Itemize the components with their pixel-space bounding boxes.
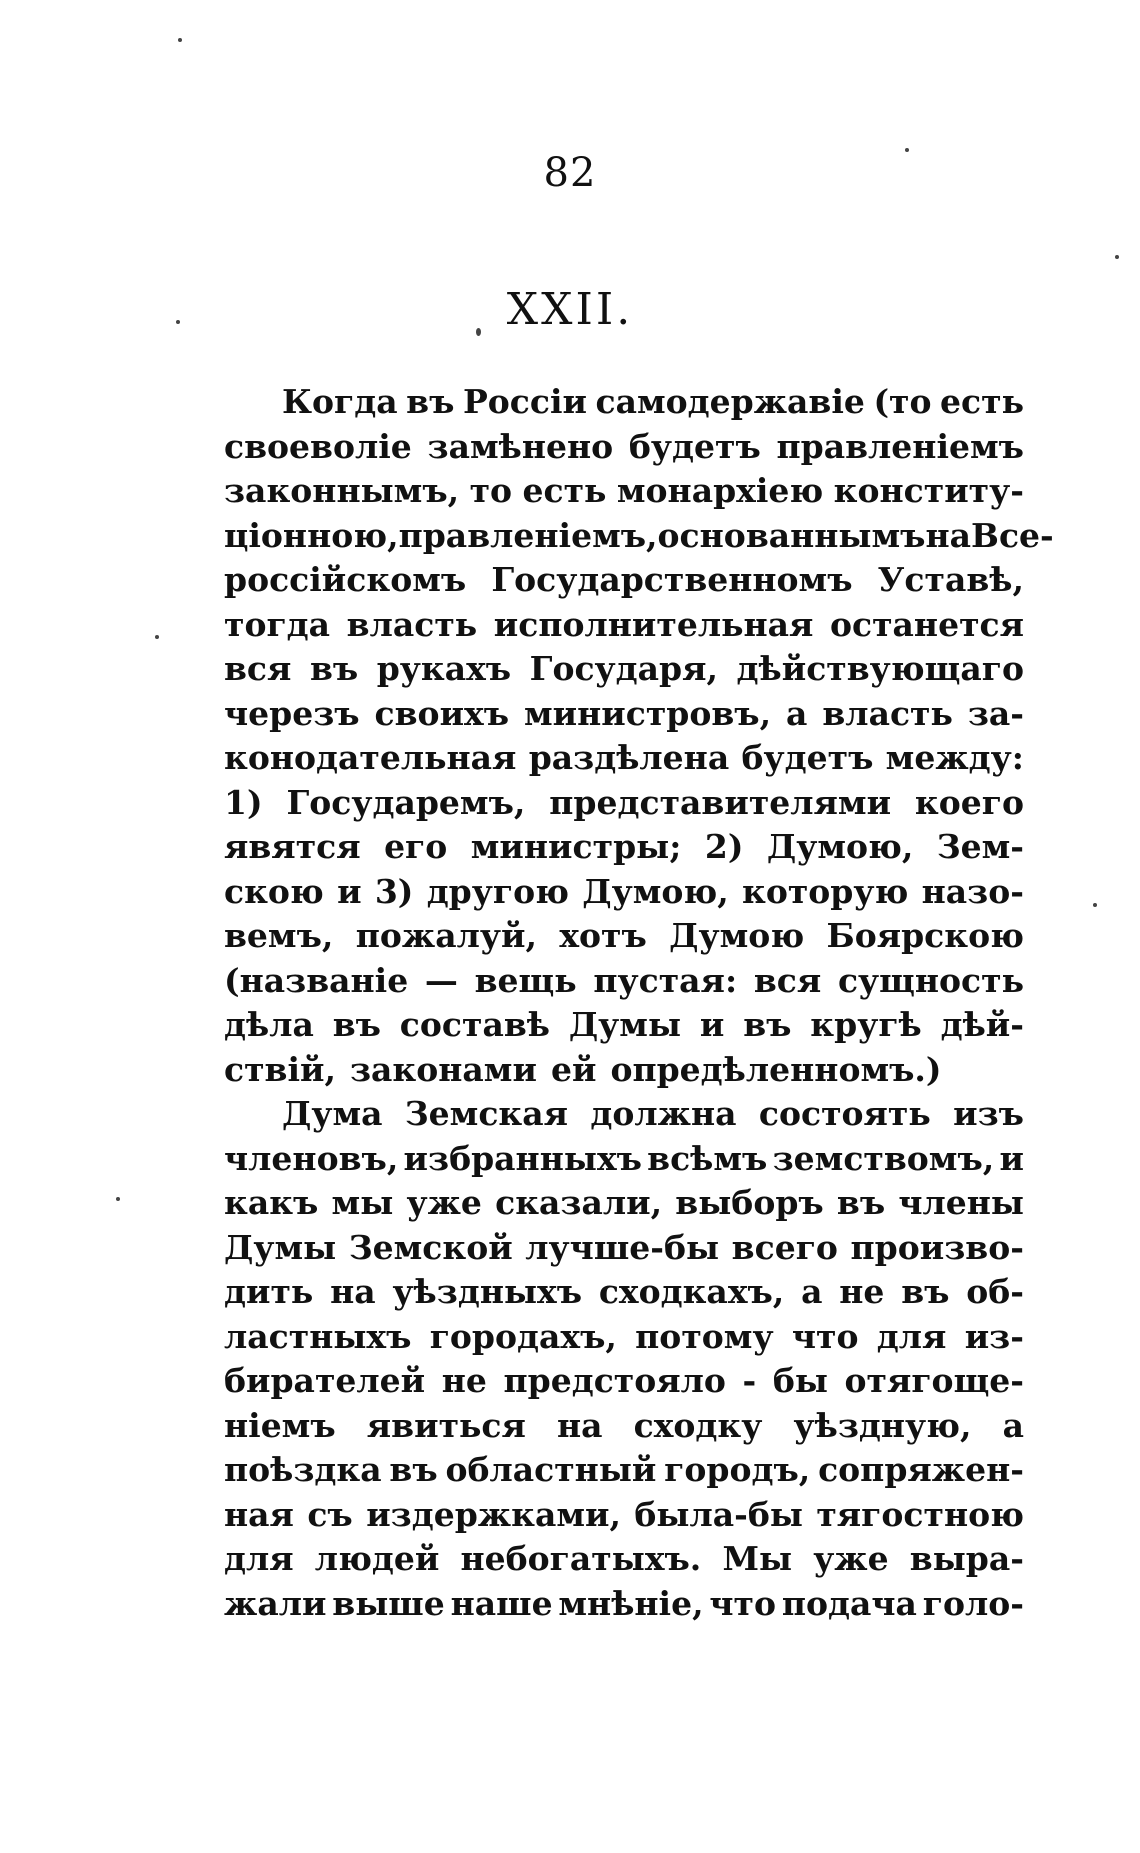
text-line: Когда въ Россіи самодержавіе (то есть <box>282 382 1024 421</box>
text-line: законнымъ, то есть монархіею конститу- <box>224 471 1024 510</box>
scan-speck <box>476 328 481 336</box>
chapter-heading: XXII. <box>506 284 634 335</box>
text-line: Думы Земской лучше-бы всего произво- <box>224 1227 1024 1267</box>
scan-speck <box>116 1197 120 1201</box>
text-line: жали выше наше мнѣніе, что подача голо- <box>224 1583 1024 1623</box>
text-line: ціонною, правленіемъ, основаннымъ на Все- <box>224 515 1054 555</box>
text-line: 1) Государемъ, представителями коего <box>224 782 1024 822</box>
text-line: Дума Земская должна состоять изъ <box>282 1094 1024 1133</box>
text-line: бирателей не предстояло - бы отягоще- <box>224 1361 1024 1400</box>
page-number: 82 <box>543 150 597 196</box>
scan-speck <box>1115 255 1119 259</box>
text-line: (названіе — вещь пустая: вся сущность <box>224 960 1024 1000</box>
text-line: явятся его министры; 2) Думою, Зем- <box>224 827 1024 866</box>
text-line: для людей небогатыхъ. Мы уже выра- <box>224 1539 1024 1578</box>
text-line: дить на уѣздныхъ сходкахъ, а не въ об- <box>224 1272 1024 1311</box>
text-line: скою и 3) другою Думою, которую назо- <box>224 871 1024 911</box>
scan-speck <box>905 148 909 152</box>
scan-speck <box>155 635 159 639</box>
text-line: ніемъ явиться на сходку уѣздную, а <box>224 1405 1024 1445</box>
scan-speck <box>176 320 180 324</box>
text-line: своеволіе замѣнено будетъ правленіемъ <box>224 426 1024 466</box>
text-line: россійскомъ Государственномъ Уставѣ, <box>224 560 1024 599</box>
text-line: какъ мы уже сказали, выборъ въ члены <box>224 1183 1024 1222</box>
body-text <box>224 380 1054 1626</box>
scan-speck <box>178 38 182 42</box>
paragraph-1 <box>224 380 1054 1092</box>
text-line: черезъ своихъ министровъ, а власть за- <box>224 693 1024 733</box>
text-line: членовъ, избранныхъ всѣмъ земствомъ, и <box>224 1138 1024 1178</box>
text-line: вемъ, пожалуй, хотъ Думою Боярскою <box>224 916 1024 955</box>
text-line: дѣла въ составѣ Думы и въ кругѣ дѣй- <box>224 1005 1024 1044</box>
text-line: конодательная раздѣлена будетъ между: <box>224 738 1024 777</box>
paragraph-2 <box>224 1092 1024 1626</box>
scan-speck <box>1093 903 1097 907</box>
text-line: вся въ рукахъ Государя, дѣйствующаго <box>224 649 1024 688</box>
text-line: тогда власть исполнительная останется <box>224 604 1024 644</box>
text-line: ствій, законами ей опредѣленномъ.) <box>224 1049 942 1089</box>
text-line: ластныхъ городахъ, потому что для из- <box>224 1316 1024 1356</box>
text-line: ная съ издержками, была-бы тягостною <box>224 1494 1024 1534</box>
text-line: поѣздка въ областный городъ, сопряжен- <box>224 1450 1024 1489</box>
